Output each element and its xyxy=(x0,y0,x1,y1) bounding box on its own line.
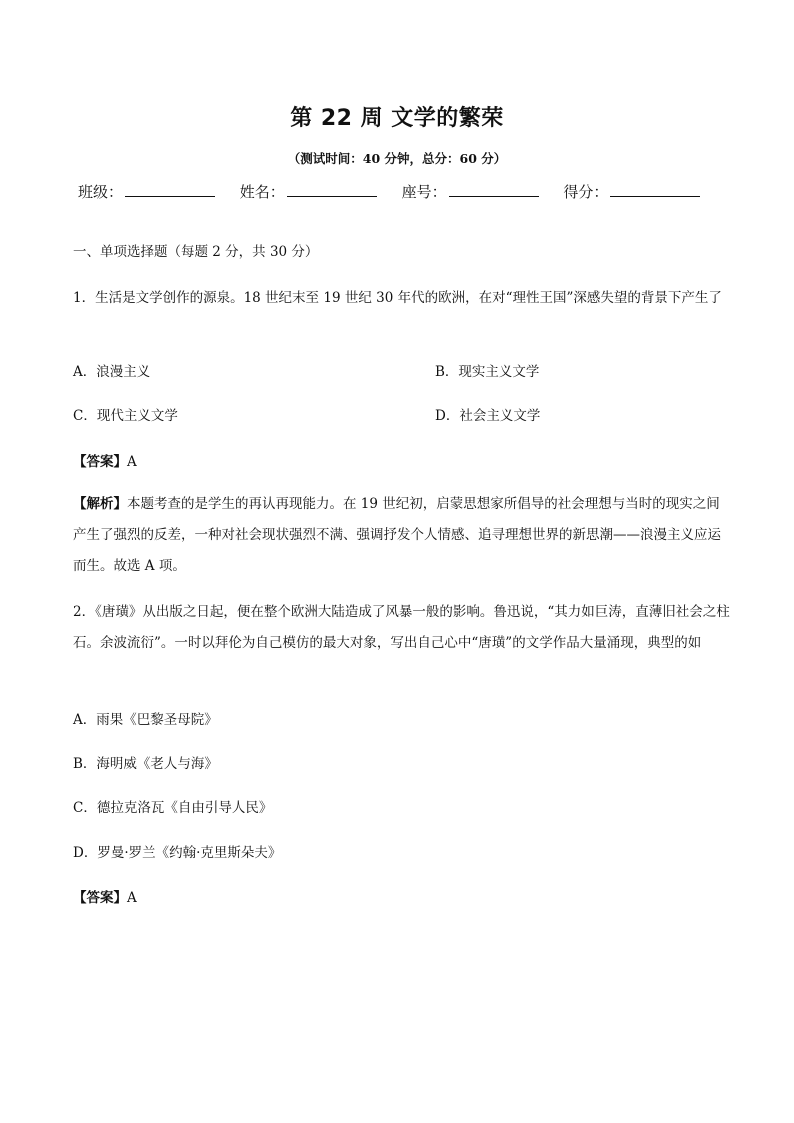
class-blank[interactable] xyxy=(125,182,215,197)
q1-analysis-text: 本题考查的是学生的再认再现能力。在 19 世纪初，启蒙思想家所倡导的社会理想与当时的现实之间产生了强烈的反差，一种对社会现状强烈不满、强调抒发个人情感、追寻理想世界的新思潮——浪漫主义应运而生。故选 A 项。 xyxy=(73,496,721,574)
q1-option-c: C．现代主义文学 xyxy=(73,408,178,424)
question-2-stem: 2．《唐璜》从出版之日起，便在整个欧洲大陆造成了风暴一般的影响。鲁迅说，“其力如巨涛，直薄旧社会之柱石。余波流衍”。一时以拜伦为自己模仿的最大对象，写出自己心中“唐璜”的文学作品大量涌现，典型的如 xyxy=(73,604,730,651)
score-label: 得分： xyxy=(563,183,609,201)
q2-answer-tag: 【答案】 xyxy=(73,890,127,906)
q2-answer-value: A xyxy=(127,890,137,906)
section-heading: 一、单项选择题（每题 2 分，共 30 分） xyxy=(73,244,319,260)
class-field xyxy=(78,181,215,202)
seat-label: 座号： xyxy=(401,183,447,201)
q1-option-b: B．现实主义文学 xyxy=(435,364,540,380)
name-field xyxy=(240,181,377,202)
name-label: 姓名： xyxy=(239,183,285,201)
score-blank[interactable] xyxy=(610,182,700,197)
q1-answer xyxy=(73,450,137,470)
q1-answer-value: A xyxy=(127,454,137,470)
q2-answer xyxy=(73,886,137,906)
q1-answer-tag: 【答案】 xyxy=(73,454,127,470)
seat-field xyxy=(402,181,539,202)
seat-blank[interactable] xyxy=(449,182,539,197)
q2-option-a: A．雨果《巴黎圣母院》 xyxy=(73,712,218,728)
name-blank[interactable] xyxy=(287,182,377,197)
page-subtitle: （测试时间：40 分钟，总分：60 分） xyxy=(287,151,507,166)
page-title: 第 22 周 文学的繁荣 xyxy=(290,106,504,131)
q2-option-c: C．德拉克洛瓦《自由引导人民》 xyxy=(73,800,273,816)
q1-option-a: A．浪漫主义 xyxy=(73,364,151,380)
student-info-row xyxy=(78,181,718,202)
q2-option-b: B．海明威《老人与海》 xyxy=(73,756,218,772)
score-field xyxy=(563,181,700,202)
q1-option-d: D．社会主义文学 xyxy=(435,408,541,424)
q2-option-d: D．罗曼·罗兰《约翰·克里斯朵夫》 xyxy=(73,845,282,861)
class-label: 班级： xyxy=(78,183,124,201)
q1-analysis-tag: 【解析】 xyxy=(73,496,127,512)
q1-analysis xyxy=(73,489,733,582)
question-1-stem: 1．生活是文学创作的源泉。18 世纪末至 19 世纪 30 年代的欧洲，在对“理性王国”深感失望的背景下产生了 xyxy=(73,290,722,306)
